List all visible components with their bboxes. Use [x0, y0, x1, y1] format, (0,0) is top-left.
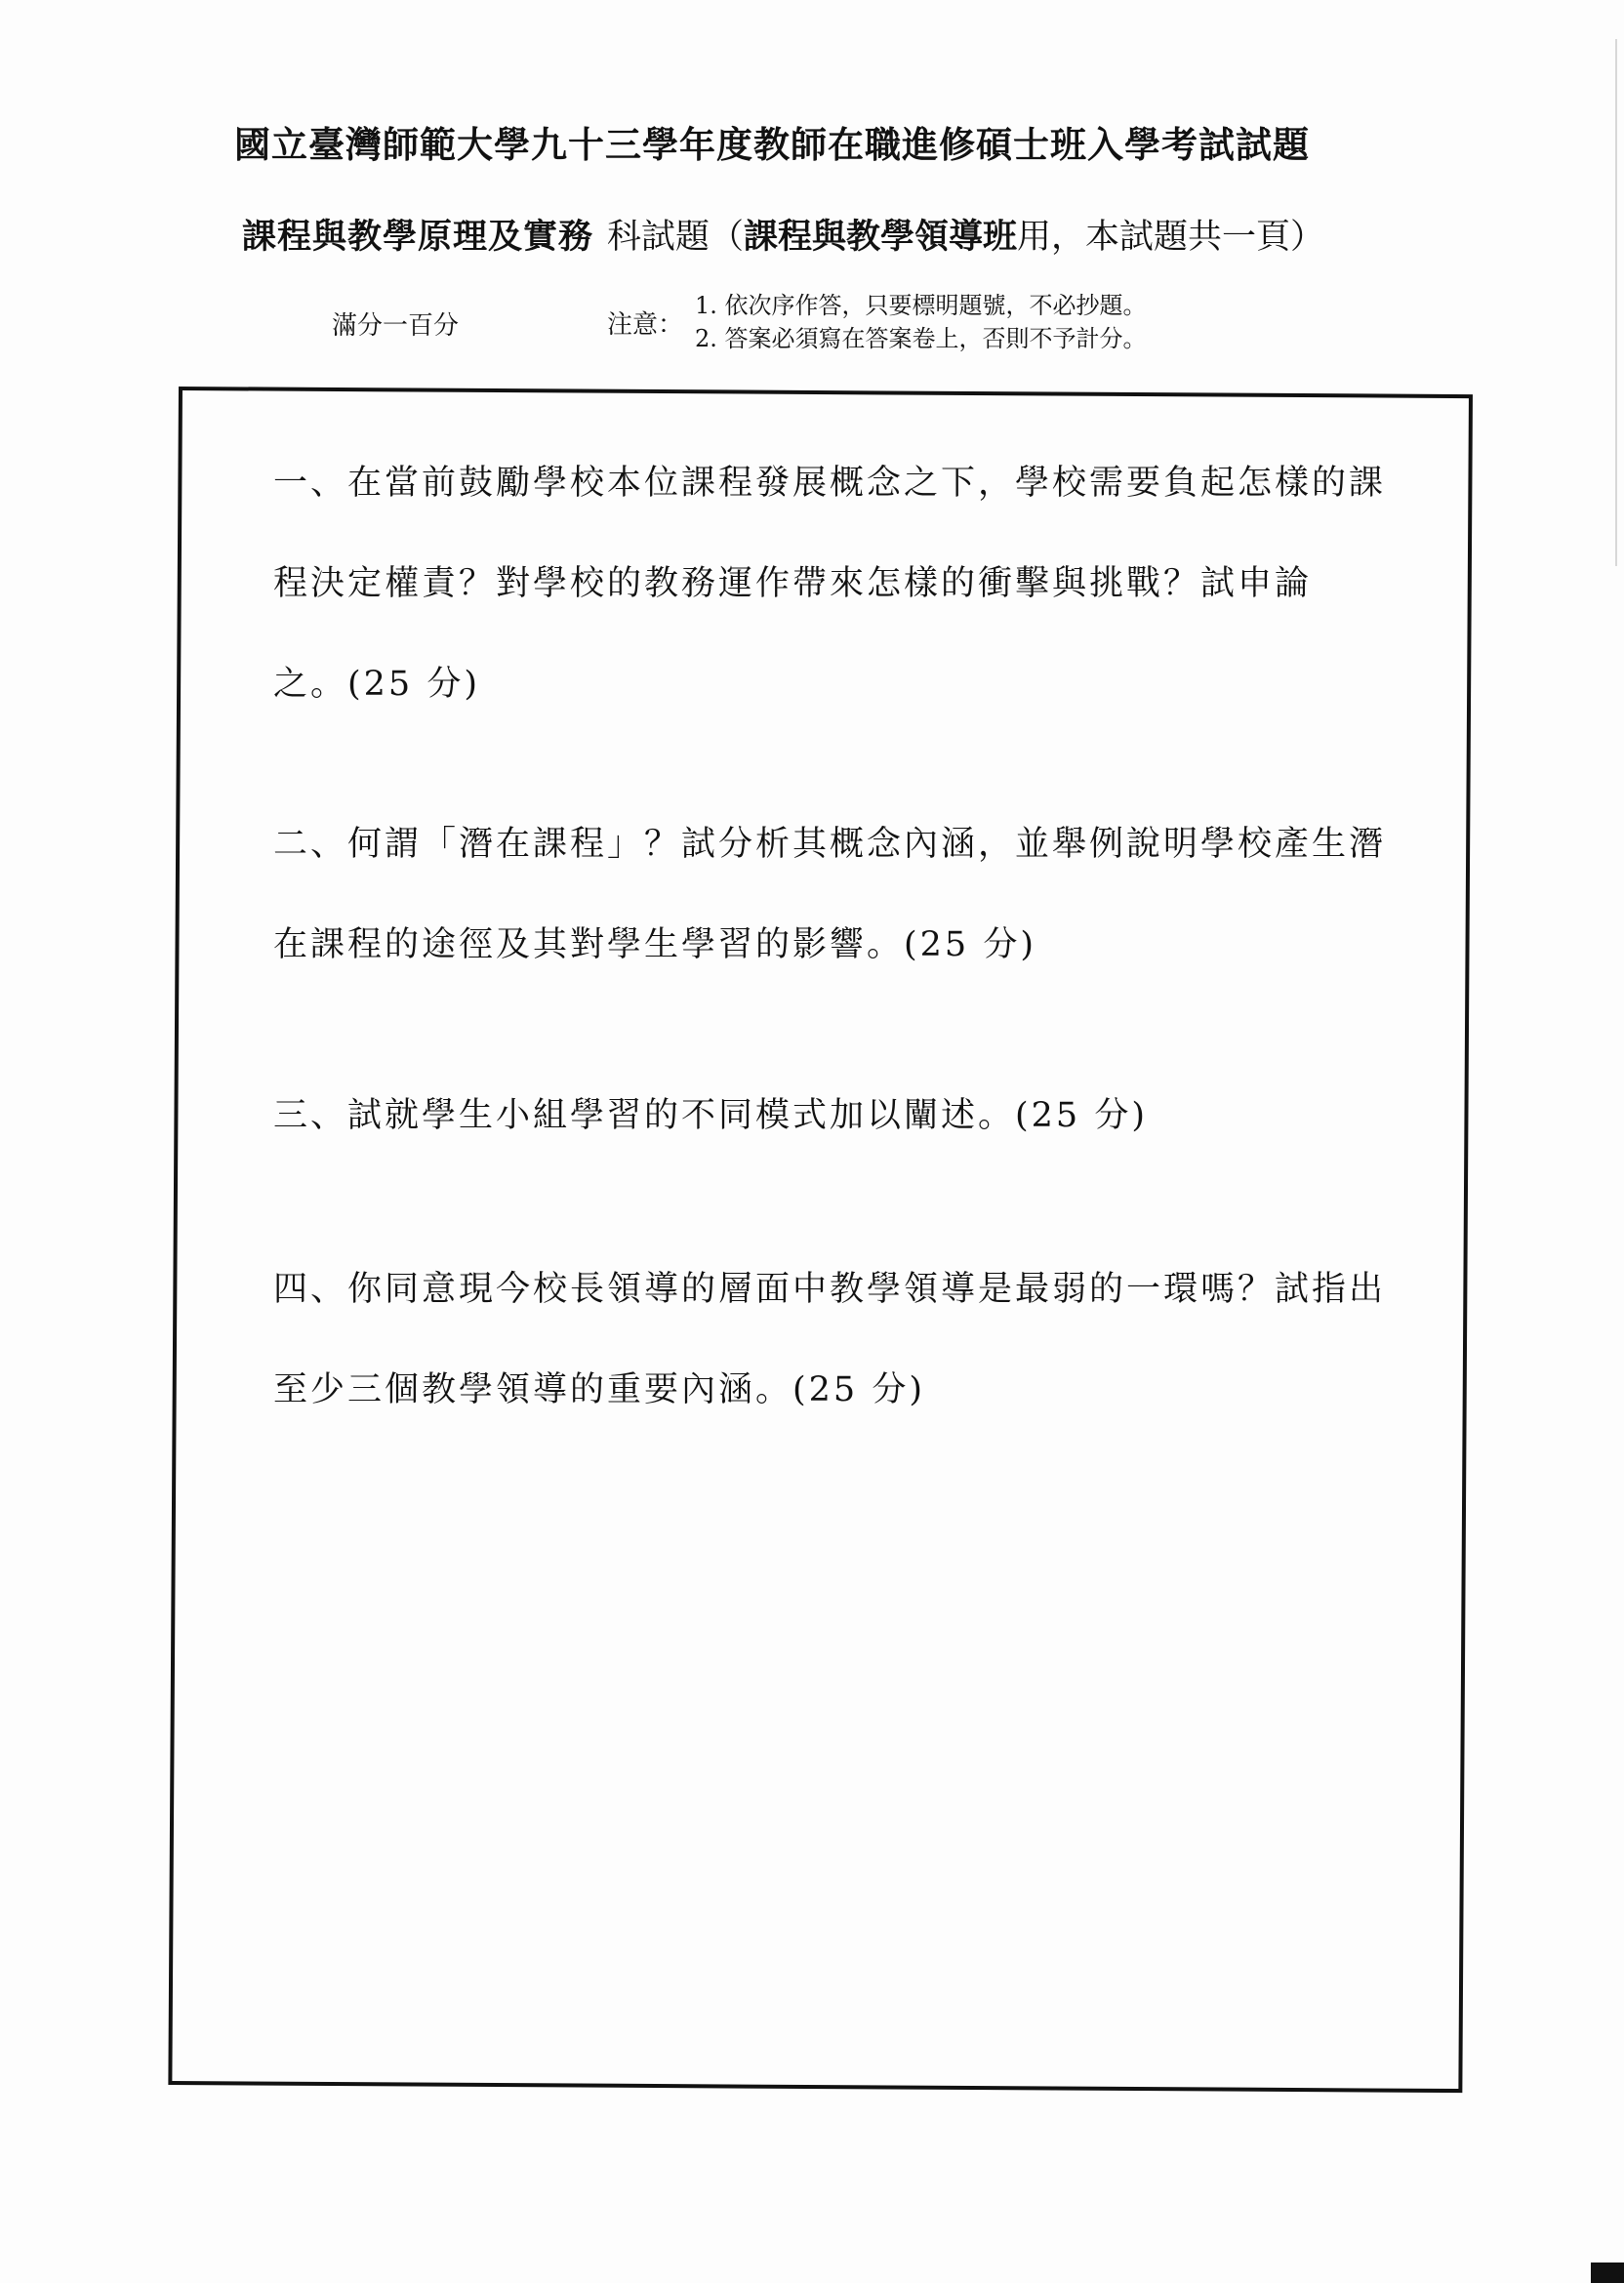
scan-edge-line: [1615, 39, 1617, 566]
question-line: 三、試就學生小組學習的不同模式加以闡述。(25 分): [273, 1096, 1148, 1135]
question-line: 在課程的途徑及其對學生學習的影響。(25 分): [273, 925, 1036, 964]
question-line: 程決定權責？對學校的教務運作帶來怎樣的衝擊與挑戰？試申論: [273, 564, 1313, 603]
question-line: 二、何謂「潛在課程」？試分析其概念內涵，並舉例說明學校產生潛: [273, 825, 1387, 864]
class-note: 課程與教學領導班: [744, 217, 1018, 257]
class-note-tail: 用，本試題共一頁）: [1017, 218, 1325, 257]
question-1: [273, 433, 1425, 735]
scan-corner-mark: [1591, 2263, 1624, 2283]
question-line: 一、在當前鼓勵學校本位課程發展概念之下，學校需要負起怎樣的課: [273, 464, 1387, 503]
question-4: [273, 1240, 1425, 1441]
question-line: 至少三個教學領導的重要內涵。(25 分): [273, 1370, 925, 1409]
subject-name: 課程與教學原理及實務: [242, 217, 594, 257]
exam-title: 國立臺灣師範大學九十三學年度教師在職進修碩士班入學考試試題: [234, 123, 1310, 166]
notice-label: 注意：: [607, 310, 684, 340]
notice-item: 2. 答案必須寫在答案卷上，否則不予計分。: [695, 325, 1147, 352]
notice-list: [695, 289, 1147, 355]
question-line: 四、你同意現今校長領導的層面中教學領導是最弱的一環嗎？試指出: [273, 1270, 1387, 1309]
full-score: 滿分一百分: [332, 311, 460, 341]
exam-subtitle: [242, 210, 1324, 259]
notice-item: 1. 依次序作答，只要標明題號，不必抄題。: [695, 292, 1147, 319]
question-2: [273, 795, 1425, 996]
subject-suffix: 科試題（: [607, 218, 745, 257]
question-3: [273, 1066, 1425, 1166]
question-line: 之。(25 分): [273, 665, 480, 704]
